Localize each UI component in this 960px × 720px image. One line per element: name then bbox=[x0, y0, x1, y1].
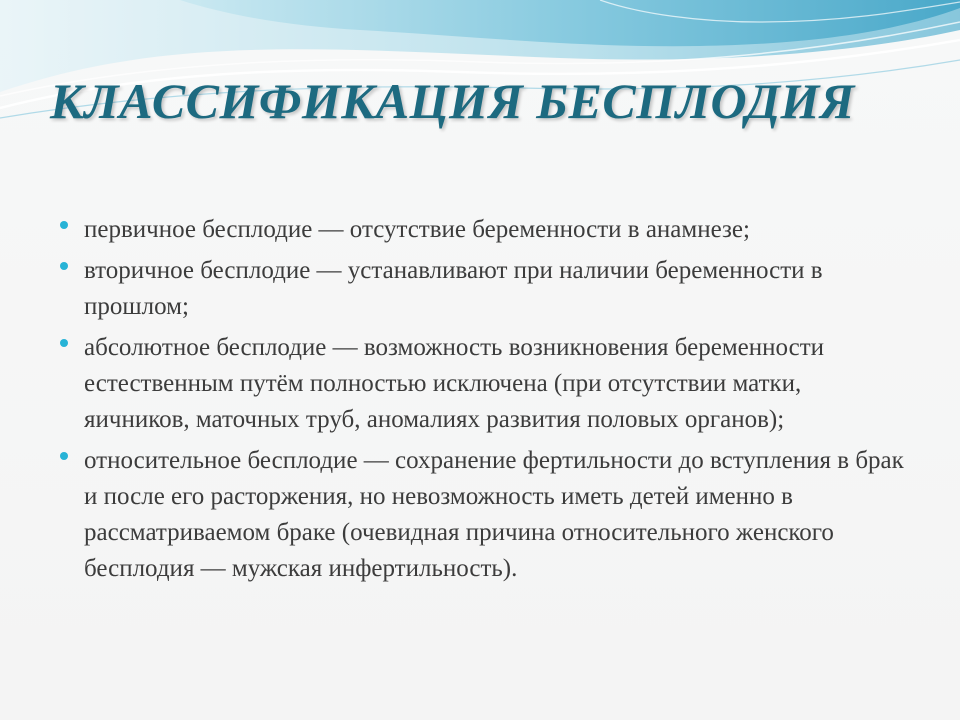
bullet-text: вторичное бесплодие — устанавливают при наличии беременности в прошлом; bbox=[84, 257, 823, 320]
bullet-item-absolute bbox=[56, 330, 906, 438]
bullet-item-primary bbox=[56, 212, 906, 248]
bullet-text: абсолютное бесплодие — возможность возникновения беременности естественным путём полностью исключена (при отсутствии матки, яичников, маточных труб, аномалиях развития половых органов); bbox=[84, 334, 825, 433]
bullet-dot-icon bbox=[60, 339, 68, 347]
bullet-dot-icon bbox=[60, 221, 68, 229]
bullet-dot-icon bbox=[60, 262, 68, 270]
bullet-item-secondary bbox=[56, 253, 906, 325]
slide-title: КЛАССИФИКАЦИЯ БЕСПЛОДИЯ bbox=[50, 73, 855, 129]
bullet-dot-icon bbox=[60, 452, 68, 460]
bullet-item-relative bbox=[56, 443, 906, 587]
bullet-text: первичное бесплодие — отсутствие беременности в анамнезе; bbox=[84, 216, 750, 243]
bullet-text: относительное бесплодие — сохранение фертильности до вступления в брак и после его расторжения, но невозможность иметь детей именно в рассматриваемом браке (очевидная причина относительного женского бесплодия — мужская инфертильность). bbox=[84, 447, 904, 582]
bullet-list bbox=[56, 212, 906, 592]
